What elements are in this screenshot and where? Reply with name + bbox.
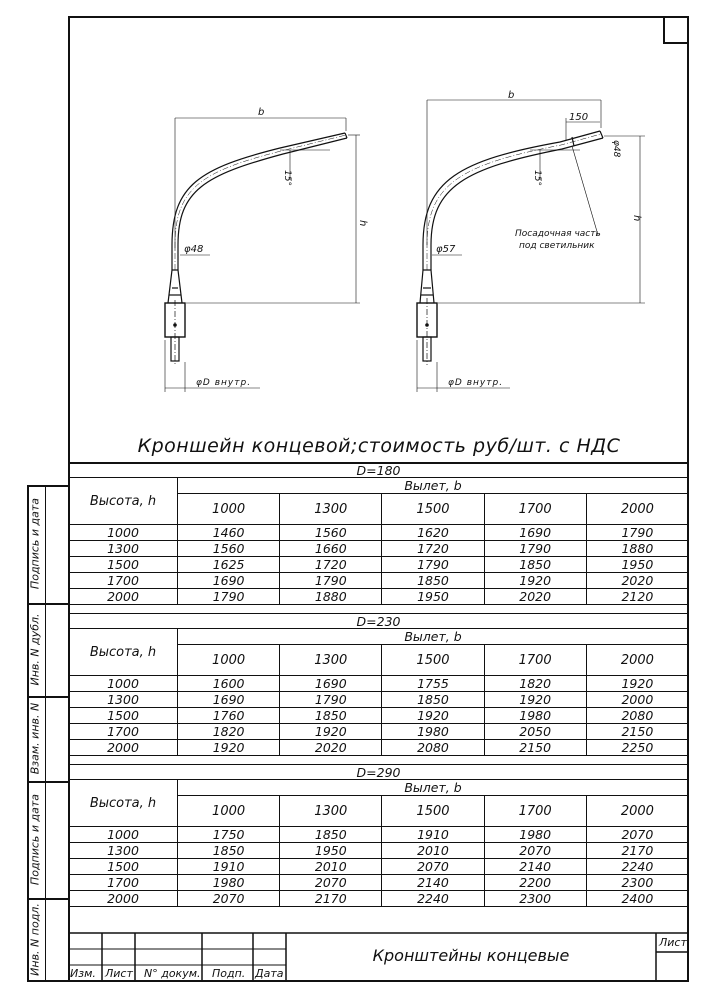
price-table-title: Кроншейн концевой;стоимость руб/шт. с НДС xyxy=(70,430,688,464)
price-cell: 1600 xyxy=(178,676,280,692)
price-cell: 1755 xyxy=(382,676,484,692)
price-cell: 1950 xyxy=(382,589,484,605)
price-cell: 1980 xyxy=(484,708,586,724)
price-cell: 1850 xyxy=(178,843,280,859)
left-bracket-drawing xyxy=(165,118,360,392)
left-angle: 15° xyxy=(282,170,292,186)
table-row xyxy=(69,843,689,859)
reach-value: 1000 xyxy=(178,796,280,827)
right-tube-diameter: φ57 xyxy=(436,244,456,255)
height-value: 1300 xyxy=(69,541,178,557)
section-d-label: D=290 xyxy=(69,765,689,780)
price-cell: 1690 xyxy=(280,676,382,692)
price-cell: 2080 xyxy=(586,708,688,724)
price-cell: 1850 xyxy=(280,708,382,724)
price-cell: 1820 xyxy=(484,676,586,692)
price-table-d180 xyxy=(68,462,689,605)
price-cell: 1690 xyxy=(178,692,280,708)
price-cell: 1460 xyxy=(178,525,280,541)
price-cell: 2070 xyxy=(280,875,382,891)
price-cell: 2070 xyxy=(382,859,484,875)
price-cell: 1560 xyxy=(178,541,280,557)
price-cell: 2150 xyxy=(484,740,586,756)
table-row xyxy=(69,708,689,724)
height-value: 1700 xyxy=(69,573,178,589)
table-row xyxy=(69,859,689,875)
price-cell: 1720 xyxy=(280,557,382,573)
reach-header: Вылет, b xyxy=(178,780,689,796)
price-cell: 1560 xyxy=(280,525,382,541)
reach-value: 1300 xyxy=(280,645,382,676)
price-cell: 2300 xyxy=(484,891,586,907)
table-row xyxy=(69,827,689,843)
price-cell: 1950 xyxy=(280,843,382,859)
stamp-col-docnum: N° докум. xyxy=(144,967,201,980)
table-row xyxy=(69,557,689,573)
reach-value: 1300 xyxy=(280,796,382,827)
height-value: 1000 xyxy=(69,676,178,692)
price-cell: 1910 xyxy=(178,859,280,875)
table-row xyxy=(69,724,689,740)
side-stamp-divider xyxy=(45,485,46,982)
stamp-doc-title: Кронштейны концевые xyxy=(372,946,570,965)
price-cell: 1625 xyxy=(178,557,280,573)
height-value: 1000 xyxy=(69,525,178,541)
right-dim-b: b xyxy=(508,90,515,101)
section-d-label: D=230 xyxy=(69,614,689,629)
table-row xyxy=(69,891,689,907)
price-cell: 1980 xyxy=(382,724,484,740)
price-cell: 2300 xyxy=(586,875,688,891)
price-cell: 1790 xyxy=(280,692,382,708)
height-value: 1500 xyxy=(69,708,178,724)
price-cell: 1820 xyxy=(178,724,280,740)
height-value: 1700 xyxy=(69,875,178,891)
reach-value: 2000 xyxy=(586,645,688,676)
height-value: 2000 xyxy=(69,891,178,907)
price-cell: 1880 xyxy=(280,589,382,605)
price-cell: 2170 xyxy=(280,891,382,907)
price-cell: 2080 xyxy=(382,740,484,756)
price-cell: 1920 xyxy=(178,740,280,756)
reach-value: 1500 xyxy=(382,645,484,676)
price-cell: 1850 xyxy=(484,557,586,573)
height-value: 2000 xyxy=(69,740,178,756)
reach-value: 1700 xyxy=(484,796,586,827)
height-value: 2000 xyxy=(69,589,178,605)
reach-value: 1500 xyxy=(382,494,484,525)
price-cell: 2070 xyxy=(484,843,586,859)
height-value: 1700 xyxy=(69,724,178,740)
left-tube-diameter: φ48 xyxy=(184,244,204,255)
price-cell: 1950 xyxy=(586,557,688,573)
stamp-col-sign: Подп. xyxy=(212,967,246,980)
right-note-line1: Посадочная часть xyxy=(515,229,601,239)
price-cell: 2400 xyxy=(586,891,688,907)
price-cell: 1790 xyxy=(178,589,280,605)
section-d-label: D=180 xyxy=(69,463,689,478)
price-cell: 1980 xyxy=(484,827,586,843)
price-cell: 2000 xyxy=(586,692,688,708)
price-cell: 1910 xyxy=(382,827,484,843)
price-cell: 1920 xyxy=(586,676,688,692)
price-table-d290 xyxy=(68,764,689,907)
reach-value: 1700 xyxy=(484,494,586,525)
reach-header: Вылет, b xyxy=(178,629,689,645)
price-cell: 1790 xyxy=(382,557,484,573)
stamp-col-sheet: Лист xyxy=(105,967,133,980)
price-cell: 1790 xyxy=(586,525,688,541)
table-row xyxy=(69,692,689,708)
price-cell: 1790 xyxy=(280,573,382,589)
table-row xyxy=(69,573,689,589)
left-dim-b: b xyxy=(258,107,265,118)
right-angle: 15° xyxy=(532,170,542,186)
right-seat-length: 150 xyxy=(569,112,589,123)
right-seat-diameter: φ48 xyxy=(611,140,621,158)
reach-value: 1500 xyxy=(382,796,484,827)
price-cell: 2250 xyxy=(586,740,688,756)
reach-value: 1300 xyxy=(280,494,382,525)
price-cell: 1850 xyxy=(280,827,382,843)
side-label-signature-1: Подпись и дата xyxy=(28,497,42,590)
price-cell: 1720 xyxy=(382,541,484,557)
left-base-diameter: φD внутр. xyxy=(196,378,252,388)
right-base-diameter: φD внутр. xyxy=(448,378,504,388)
title-block xyxy=(68,932,689,982)
price-cell: 1660 xyxy=(280,541,382,557)
reach-value: 1700 xyxy=(484,645,586,676)
right-note-line2: под светильник xyxy=(519,241,595,251)
height-value: 1300 xyxy=(69,692,178,708)
side-label-signature-2: Подпись и дата xyxy=(28,793,42,886)
price-cell: 2050 xyxy=(484,724,586,740)
price-cell: 1920 xyxy=(484,692,586,708)
price-cell: 1920 xyxy=(280,724,382,740)
price-cell: 2240 xyxy=(586,859,688,875)
table-row xyxy=(69,875,689,891)
price-cell: 2020 xyxy=(484,589,586,605)
right-dim-h: h xyxy=(631,215,642,222)
height-value: 1000 xyxy=(69,827,178,843)
height-value: 1300 xyxy=(69,843,178,859)
price-cell: 1690 xyxy=(484,525,586,541)
price-cell: 1850 xyxy=(382,692,484,708)
reach-header: Вылет, b xyxy=(178,478,689,494)
reach-value: 2000 xyxy=(586,796,688,827)
price-cell: 1690 xyxy=(178,573,280,589)
price-table-d230 xyxy=(68,613,689,756)
side-label-orig-inv: Инв. N подл. xyxy=(28,903,42,976)
left-dim-h: h xyxy=(357,220,368,227)
table-row xyxy=(69,740,689,756)
height-value: 1500 xyxy=(69,859,178,875)
price-cell: 1920 xyxy=(382,708,484,724)
price-cell: 2010 xyxy=(382,843,484,859)
stamp-sheet-label: Лист xyxy=(659,936,687,949)
price-cell: 2020 xyxy=(586,573,688,589)
price-cell: 1790 xyxy=(484,541,586,557)
price-cell: 2010 xyxy=(280,859,382,875)
table-row xyxy=(69,589,689,605)
bracket-drawing xyxy=(0,0,707,430)
height-header: Высота, h xyxy=(69,780,178,827)
price-cell: 1920 xyxy=(484,573,586,589)
price-cell: 2020 xyxy=(280,740,382,756)
stamp-col-date: Дата xyxy=(255,967,284,980)
price-cell: 2170 xyxy=(586,843,688,859)
price-cell: 1620 xyxy=(382,525,484,541)
price-cell: 2150 xyxy=(586,724,688,740)
price-cell: 1980 xyxy=(178,875,280,891)
price-cell: 2200 xyxy=(484,875,586,891)
price-cell: 2240 xyxy=(382,891,484,907)
price-cell: 1760 xyxy=(178,708,280,724)
reach-value: 2000 xyxy=(586,494,688,525)
side-label-replace-inv: Взам. инв. N xyxy=(28,702,42,775)
price-cell: 2140 xyxy=(382,875,484,891)
side-label-dup-inv: Инв. N дубл. xyxy=(28,613,42,686)
price-cell: 2070 xyxy=(586,827,688,843)
height-header: Высота, h xyxy=(69,629,178,676)
table-row xyxy=(69,676,689,692)
reach-value: 1000 xyxy=(178,494,280,525)
price-cell: 1880 xyxy=(586,541,688,557)
height-value: 1500 xyxy=(69,557,178,573)
reach-value: 1000 xyxy=(178,645,280,676)
price-cell: 1850 xyxy=(382,573,484,589)
stamp-col-change: Изм. xyxy=(70,967,96,980)
table-row xyxy=(69,525,689,541)
table-row xyxy=(69,541,689,557)
price-cell: 2120 xyxy=(586,589,688,605)
height-header: Высота, h xyxy=(69,478,178,525)
price-cell: 1750 xyxy=(178,827,280,843)
price-cell: 2140 xyxy=(484,859,586,875)
price-cell: 2070 xyxy=(178,891,280,907)
